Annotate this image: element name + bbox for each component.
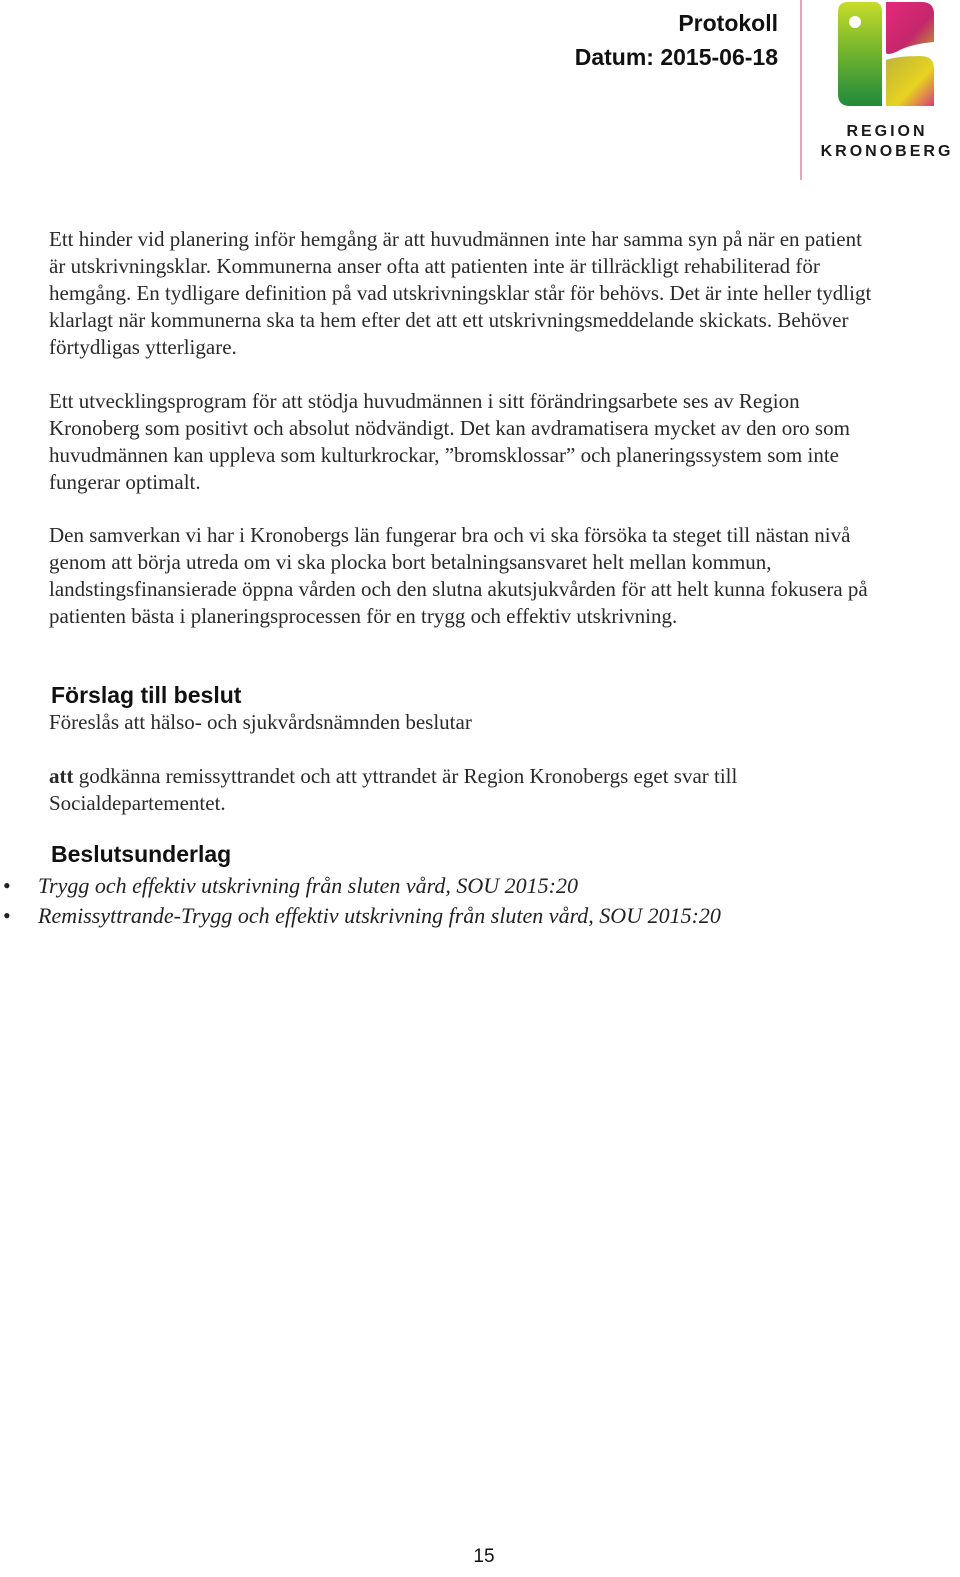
bullet-icon: • [3,903,11,928]
decision-keyword: att [49,764,74,788]
body-paragraph-2: Ett utvecklingsprogram för att stödja huvudmännen i sitt förändringsarbete ses av Region Kronoberg som positivt och absolut nödvändigt. Det kan avdramatisera mycket av den oro som huvudmännen kan uppleva som kulturkrockar, ”bromsklossar” och planeringssystem som inte fungerar optimalt. [49,389,850,494]
proposal-intro: Föreslås att hälso- och sjukvårdsnämnden beslutar [49,710,472,734]
body-paragraph-3: Den samverkan vi har i Kronobergs län fungerar bra och vi ska försöka ta steget till nästan nivå genom att börja utreda om vi ska plocka bort betalningsansvaret helt mellan kommun, landstingsfinansierade öppna vården och den slutna akutsjukvården för att helt kunna fokusera på patienten bästa i planeringsprocessen för en trygg och effektiv utskrivning. [49,523,868,628]
decision-text: godkänna remissyttrandet och att yttrandet är Region Kronobergs eget svar till Socialdepartementet. [49,764,738,815]
header-divider [800,0,802,180]
basis-heading: Beslutsunderlag [51,841,232,867]
list-item [0,901,721,931]
proposal-decision [49,763,879,817]
logo-wordmark [812,122,960,162]
basis-item-text: Remissyttrande-Trygg och effektiv utskrivning från sluten vård, SOU 2015:20 [38,903,721,928]
document-date: Datum: 2015-06-18 [574,44,778,70]
proposal-heading: Förslag till beslut [51,682,242,708]
page-number: 15 [473,1546,495,1567]
basis-item-text: Trygg och effektiv utskrivning från sluten vård, SOU 2015:20 [38,873,578,898]
document-type: Protokoll [678,10,778,36]
logo-line-kronoberg: KRONOBERG [820,143,954,160]
logo-line-region: REGION [846,123,928,140]
basis-list [0,871,721,931]
document-header [575,6,778,74]
list-item [0,871,721,901]
body-paragraph-1: Ett hinder vid planering inför hemgång är att huvudmännen inte har samma syn på när en patient är utskrivningsklar. Kommunerna anser ofta att patienten inte är tillräckligt rehabiliterad för hemgång. En tydligare definition på vad utskrivningsklar står för behövs. Det är inte heller tydligt klarlagt när kommunerna ska ta hem efter det att ett utskrivningsmeddelande skickats. Behöver förtydligas ytterligare. [49,227,872,359]
region-kronoberg-logo-icon [838,2,934,106]
bullet-icon: • [3,873,11,898]
